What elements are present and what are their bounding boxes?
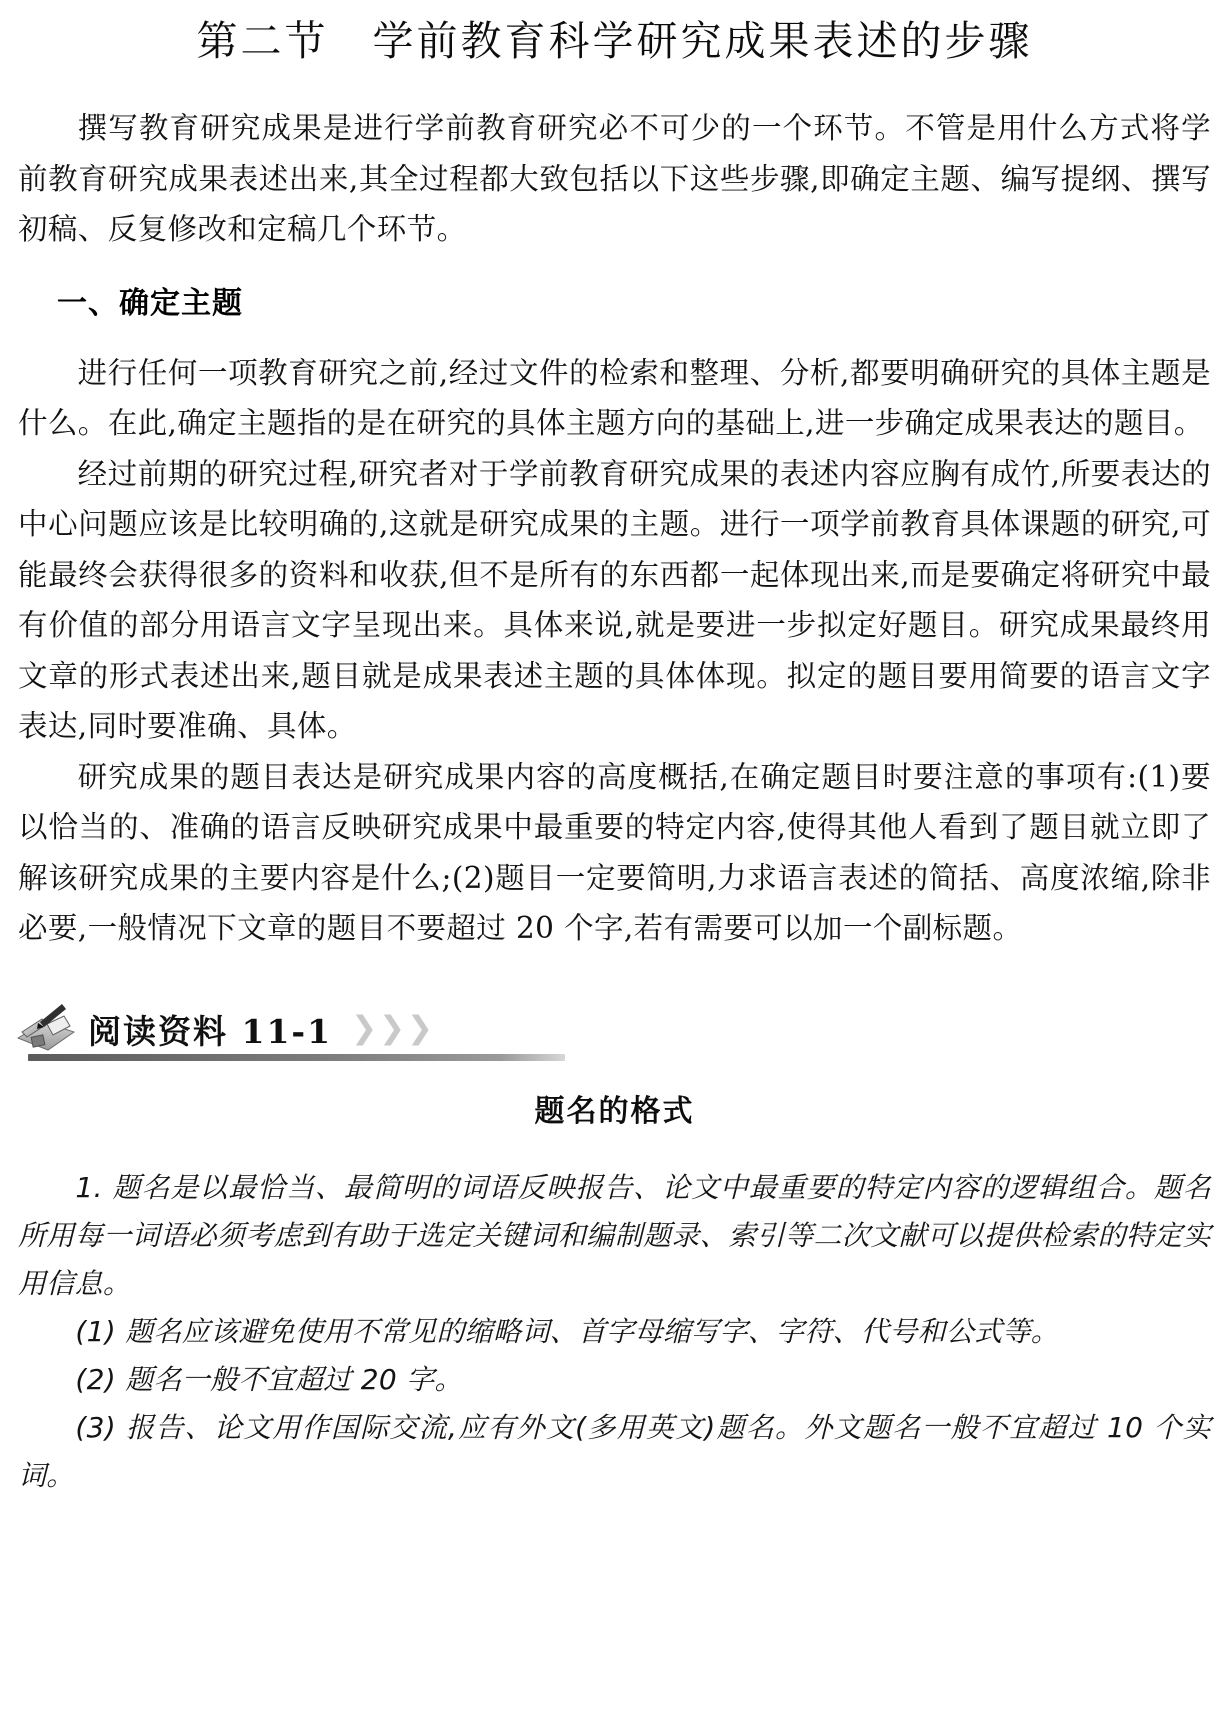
reading-material-body [0,1086,1229,1500]
page-title: 第二节 学前教育科学研究成果表述的步骤 [196,17,1033,65]
spacer [0,320,1229,348]
intro-paragraph: 撰写教育研究成果是进行学前教育研究必不可少的一个环节。不管是用什么方式将学前教育研究成果表述出来,其全过程都大致包括以下这些步骤,即确定主题、编写提纲、撰写初稿、反复修改和定稿几个环节。 [18,111,1211,247]
section-paragraph-1: 进行任何一项教育研究之前,经过文件的检索和整理、分析,都要明确研究的具体主题是什么。在此,确定主题指的是在研究的具体主题方向的基础上,进一步确定成果表达的题目。 [18,355,1211,441]
intro-block [0,103,1229,255]
reading-material-label: 阅读资料 11-1 [88,1011,333,1051]
reading-material-header-row [14,996,1229,1052]
section-paragraph-2: 经过前期的研究过程,研究者对于学前教育研究成果的表述内容应胸有成竹,所要表达的中心问题应该是比较明确的,这就是研究成果的主题。进行一项学前教育具体课题的研究,可能最终会获得很多的资料和收获,但不是所有的东西都一起体现出来,而是要确定将研究中最有价值的部分用语言文字呈现出来。具体来说,就是要进一步拟定好题目。研究成果最终用文章的形式表述出来,题目就是成果表述主题的具体体现。拟定的题目要用简要的语言文字表达,同时要准确、具体。 [18,456,1211,744]
open-book-pen-icon [14,1002,78,1054]
section-paragraph-3: 研究成果的题目表达是研究成果内容的高度概括,在确定题目时要注意的事项有:(1)要以恰当的、准确的语言反映研究成果中最重要的特定内容,使得其他人看到了题目就立即了解该研究成果的主要内容是什么;(2)题目一定要简明,力求语言表述的简括、高度浓缩,除非必要,一般情况下文章的题目不要超过 20 个字,若有需要可以加一个副标题。 [18,759,1211,946]
spacer [0,1060,1229,1086]
chevron-right-icon: ❯ [351,1009,378,1046]
reading-list-item-2: (2) 题名一般不宜超过 20 字。 [75,1362,463,1396]
section-body [0,348,1229,954]
reading-material-title: 题名的格式 [534,1093,695,1129]
chevron-right-icon-group [351,1009,434,1046]
spacer [0,69,1229,103]
spacer [0,255,1229,287]
reading-list-item-3: (3) 报告、论文用作国际交流,应有外文(多用英文)题名。外文题名一般不宜超过 10 个实词。 [18,1410,1211,1492]
reading-material-divider [28,1054,565,1061]
reading-paragraph-1: 1. 题名是以最恰当、最简明的词语反映报告、论文中最重要的特定内容的逻辑组合。题名所用每一词语必须考虑到有助于选定关键词和编制题录、索引等二次文献可以提供检索的特定实用信息。 [18,1170,1211,1300]
spacer [18,1130,1211,1164]
reading-material-header [0,996,1229,1060]
chevron-right-icon: ❯ [379,1009,406,1046]
spacer [0,954,1229,996]
chevron-right-icon: ❯ [407,1009,434,1046]
reading-list-item-1: (1) 题名应该避免使用不常见的缩略词、首字母缩写字、字符、代号和公式等。 [75,1314,1060,1348]
section-heading: 一、确定主题 [57,285,243,321]
